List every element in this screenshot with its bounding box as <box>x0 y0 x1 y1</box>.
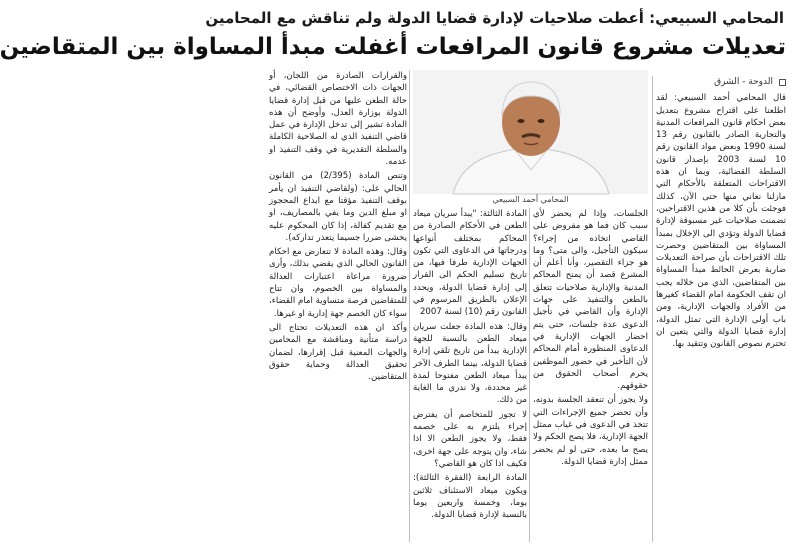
column-4-paragraph-2: وتنص المادة (2/395) من القانون الحالي على: (ولقاضي التنفيذ ان يأمر بوقف التنفيذ مؤقتا مع ايداع المحجوز او مبلغ الدين وما يفي بالمصاريف، او مع تقديم كفالة، إذا كان المحكوم عليه يخشى ضررا جسيما يتعذر تداركه). <box>269 171 408 243</box>
article-column-4 <box>269 70 407 542</box>
article-column-2 <box>533 208 648 542</box>
column-2-paragraph-1: الجلسات، وإذا لم يحضر لأي سبب كان فما هو مفروض على القاضي اتخاذه من إجراء؟ سيكون التأجيل، والى متى؟ وما هو جزاء التقصير، وأنا أعلم أن المشرع قصد أن يمنح المحاكم المدنية والإدارية صلاحيات تتعلق بالطعن والتنفيذ على جهات الإدارة وأن القاضي في تأجيل الدعوى عدة جلسات، حتى يتم احضار الجهات الإدارية في الدعاوى المنظورة أمام المحاكم لأن التأخير في حضور الموظفين يحرم أصحاب الحقوق من حقوقهم. <box>533 209 648 392</box>
column-1-paragraph-1: قال المحامي أحمد السبيعي: لقد اطلعنا على اقتراح مشروع بتعديل بعض احكام قانون المرافعات المدنية والتجارية الصادر بالقانون رقم 13 لسنة 1990 وبعض مواد القانون رقم 10 لسنة 2003 بإصدار قانون السلطة القضائية، وبما ان هذه الاقتراحات المتعلقة بالأحكام التي مازلنا نعاني منها حتى الآن، كذلك فوجئت بأن كلا من هذين الاقتراحين، تضمنت صلاحيات غير مسبوقة لإدارة قضايا الدولة وتؤدي الى الإخلال بمبدأ المساواة بين المتقاضين وحصرت تلك الاقتراحات بأن صراحة التعديلات ضاربة بعرض الحائط مبدأ المساواة بين المتقاضين، الذي من خلاله يجب ان تقف الحكومة امام القضاء كغيرها من الأفراد والجهات الإدارية، ومن باب أولى الإدارة التي تمثل الدولة، إدارة قضايا الدولة والتي يتعين ان تحترم نصوص القانون وتتقيد بها. <box>656 93 786 350</box>
source-label: الدوحة - الشرق <box>714 77 773 87</box>
lawyer-portrait-photo <box>413 70 648 194</box>
article-source <box>656 76 786 88</box>
photo-caption: المحامي أحمد السبيعي <box>492 195 569 204</box>
column-4-paragraph-1: والقرارات الصادرة من اللجان، أو الجهات ذات الاختصاص القضائي، في حالة الطعن عليها من قبل إدارة قضايا الدولة بوزارة العدل، وأوضح أن هذه المادة تشير إلى تدخل الإدارة في عمل قاضي التنفيذ الذي له الصلاحية الكاملة والسلطة التقديرية في وقف التنفيذ او عدمه. <box>269 71 407 168</box>
column-3-paragraph-4: المادة الرابعة (الفقرة الثالثة): ويكون ميعاد الاستئناف ثلاثين يوما، وخمسة واربعين يوما بالنسبة لإدارة قضايا الدولة. <box>413 473 527 521</box>
column-3-paragraph-2: وقال: هذه المادة جعلت سريان ميعاد الطعن بالنسبة للجهة الإدارية يبدأ من تاريخ تلقي إدارة قضايا الدولة، بينما الطرف الآخر يبدأ ميعاد الطعن مفتوحا لمدة غير محددة، ولا ندري ما الغاية من ذلك. <box>413 321 527 406</box>
column-divider <box>652 76 653 542</box>
column-2-paragraph-2: ولا يجوز أن تنعقد الجلسة بدونه، وأن تحضر جميع الإجراءات التي تتخذ في الدعوى في غياب ممثل الجهة الإدارية، فلا يصح الحكم ولا يصح ما بعده، حتى لو لم يحضر ممثل إدارة قضايا الدولة. <box>533 395 648 467</box>
portrait-illustration <box>413 70 648 194</box>
column-4-paragraph-4: وأكد ان هذه التعديلات تحتاج الى دراسة متأنية ومناقشة مع المحامين والجهات المعنية قبل إقرارها، لضمان تحقيق العدالة وحماية حقوق المتقاضين. <box>269 322 407 383</box>
article-column-3 <box>413 208 527 542</box>
column-4-paragraph-3: وقال: وهذه المادة لا تتعارض مع احكام القانون الحالي الذي يقضي بذلك، وأرى ضرورة مراعاة اعتبارات العدالة والمساواة بين الخصوم، وان تتاح للمتقاضين فرصة متساوية امام القضاء، سواء كان الخصم جهة إدارية او غيرها. <box>269 247 407 319</box>
article-headline: تعديلات مشروع قانون المرافعات أغفلت مبدأ المساواة بين المتقاضين <box>0 34 786 60</box>
square-icon <box>779 79 786 86</box>
column-3-paragraph-3: لا تجوز للمتخاصم أن يفترض إجراء يلتزم به على خصمه فقط، ولا يجوز الطعن الا اذا شاء، وان يتوجه على جهة اخرى، فكيف اذا كان هو القاضي؟ <box>413 409 527 469</box>
column-divider <box>409 70 410 542</box>
article-kicker: المحامي السبيعي: أعطت صلاحيات لإدارة قضايا الدولة ولم تناقش مع المحامين <box>205 9 784 27</box>
column-divider <box>529 208 530 542</box>
column-3-paragraph-1: المادة الثالثة: "يبدأ سريان ميعاد الطعن في الأحكام الصادرة من المحاكم بمختلف أنواعها ودرجاتها في الدعاوى التي تكون الجهات الإدارية طرفا فيها، من تاريخ تسليم الحكم الى القرار إلى إدارة قضايا الدولة، ويحدد الإعلان بالطريق المرسوم في القانون رقم (10) لسنة 2007 <box>413 209 527 318</box>
article-column-1 <box>656 76 786 542</box>
